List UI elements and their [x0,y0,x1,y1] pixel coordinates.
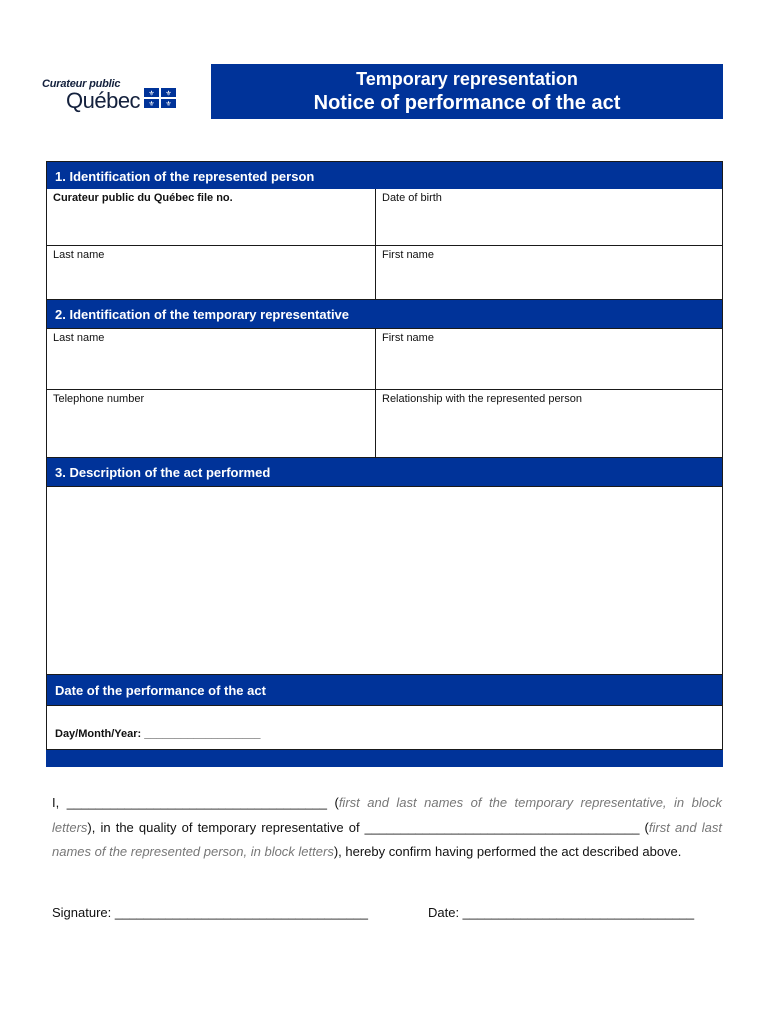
telephone-field[interactable]: Telephone number [47,390,376,458]
date-of-birth-field[interactable]: Date of birth [382,192,442,204]
declaration-hint-represented: first and last names of the represented person, in block letters [52,819,722,859]
act-description-field[interactable] [47,486,722,674]
represented-first-name-field[interactable]: First name [382,249,434,261]
declaration-text-1: I, ____________________________________ ( [52,795,339,810]
signature-date-field[interactable]: Date: ________________________________ [428,905,695,920]
signature-field[interactable]: Signature: ___________________________________ [52,905,368,920]
svg-text:⚜: ⚜ [165,100,172,108]
section-represented-person [46,161,723,300]
svg-text:⚜: ⚜ [148,100,155,108]
section-3-heading: 3. Description of the act performed [47,458,722,486]
section-2-heading: 2. Identification of the temporary representative [47,300,722,328]
section-1-heading: 1. Identification of the represented person [47,162,722,189]
svg-text:⚜: ⚜ [165,89,172,98]
row-names-representative [47,328,722,389]
quebec-flag-icon [144,88,176,108]
date-performance-field[interactable]: Day/Month/Year: ___________________ [47,705,722,748]
representative-last-name-field[interactable]: Last name [47,329,376,389]
form-subtitle: Temporary representation [356,69,578,89]
declaration-text-2: ), in the quality of temporary representative of ______________________________________ ( [87,819,649,835]
logo-main-text: Québec [66,88,141,113]
section-temporary-representative [46,300,723,458]
curateur-public-logo [40,78,180,118]
date-performance-heading: Date of the performance of the act [47,674,722,705]
relationship-field[interactable]: Relationship with the represented person [382,393,582,405]
representative-first-name-field[interactable]: First name [382,332,434,344]
declaration-paragraph [52,791,722,865]
form-title: Notice of performance of the act [313,92,621,114]
file-number-field[interactable]: Curateur public du Québec file no. [47,189,376,245]
section-act-performed [46,458,723,750]
logo-top-text: Curateur public [42,78,121,90]
svg-text:⚜: ⚜ [148,89,155,98]
title-banner [211,64,723,119]
section-bottom-bar [46,750,723,767]
represented-last-name-field[interactable]: Last name [47,246,376,301]
row-phone-relationship [47,389,722,458]
declaration-text-3: ), hereby confirm having performed the act described above. [333,844,682,859]
declaration-hint-representative: first and last names of the temporary representative, in block letters [52,795,722,835]
row-names-represented [47,245,722,301]
row-file-birth [47,189,722,245]
